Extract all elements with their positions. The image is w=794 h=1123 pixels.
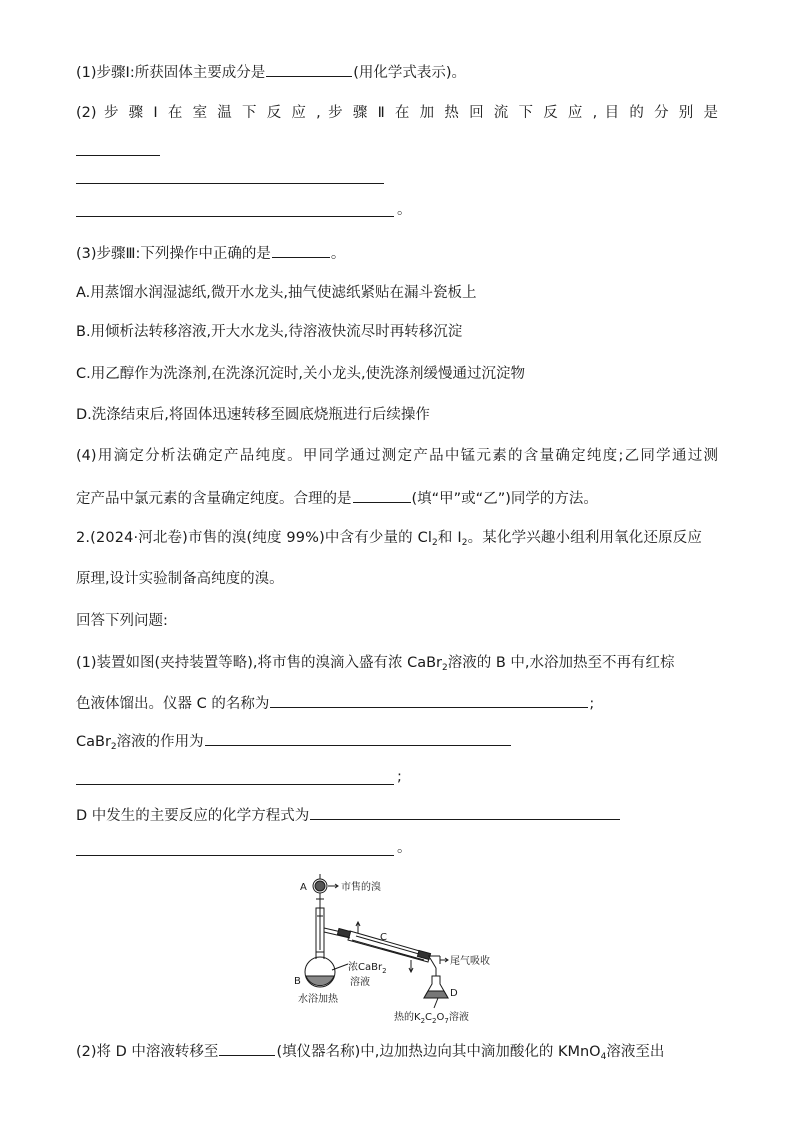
sentence-end: 。 bbox=[397, 840, 412, 856]
subscript: 2 bbox=[461, 538, 468, 548]
q2-part1-text: 色液体馏出。仪器 C 的名称为 bbox=[76, 696, 270, 712]
q1-part4-line2 bbox=[76, 488, 718, 509]
label-a-text: 市售的溴 bbox=[341, 882, 381, 893]
q2-stem-text: 。某化学兴趣小组利用氧化还原反应 bbox=[467, 530, 703, 546]
answer-rule[interactable] bbox=[76, 855, 394, 856]
apparatus-figure bbox=[290, 872, 510, 1032]
q2-part2-text: 溶液至出 bbox=[606, 1044, 665, 1060]
answer-blank[interactable] bbox=[272, 243, 330, 258]
answer-blank[interactable] bbox=[266, 62, 352, 77]
answer-blank[interactable] bbox=[205, 731, 511, 746]
option-b: B.用倾析法转移溶液,开大水龙头,待溶液快流尽时再转移沉淀 bbox=[76, 324, 463, 340]
q1-part3-suffix: 。 bbox=[330, 246, 346, 262]
subscript: 2 bbox=[432, 538, 438, 548]
option-a: A.用蒸馏水润湿滤纸,微开水龙头,抽气使滤纸紧贴在漏斗瓷板上 bbox=[76, 285, 477, 301]
label-d: D bbox=[450, 988, 458, 999]
round-bottom-flask-icon bbox=[305, 952, 335, 987]
label-k2cr2o7 bbox=[394, 1010, 469, 1025]
answer-blank[interactable] bbox=[310, 805, 620, 820]
label-k-text: O bbox=[436, 1012, 445, 1023]
label-k-text: 热的K bbox=[394, 1012, 421, 1023]
q2-part2-line bbox=[76, 1041, 718, 1062]
q2-part1-text: (1)装置如图(夹持装置等略),将市售的溴滴入盛有浓 CaBr bbox=[76, 655, 442, 671]
label-b: B bbox=[294, 976, 301, 987]
answer-rule[interactable] bbox=[76, 155, 160, 156]
q2-part2-text: (2)将 D 中溶液转移至 bbox=[76, 1044, 219, 1060]
q1-part4-suffix: (填“甲”或“乙”)同学的方法。 bbox=[411, 491, 598, 507]
q1-part4-line: (4)用滴定分析法确定产品纯度。甲同学通过测定产品中锰元素的含量确定纯度;乙同学通过测 bbox=[76, 448, 718, 464]
answer-blank[interactable] bbox=[353, 488, 411, 503]
q2-part1-text: 溶液的 B 中,水浴加热至不再有红棕 bbox=[447, 655, 675, 671]
q2-part1-text: 溶液的作用为 bbox=[116, 734, 204, 750]
q1-part1-suffix: (用化学式表示)。 bbox=[353, 65, 467, 81]
q2-part1-line5 bbox=[76, 805, 718, 826]
q2-part2-text: (填仪器名称)中,边加热边向其中滴加酸化的 KMnO bbox=[276, 1044, 601, 1060]
sentence-end: ; bbox=[397, 769, 402, 785]
label-water-bath: 水浴加热 bbox=[298, 994, 338, 1005]
q1-part1-text: (1)步骤Ⅰ:所获固体主要成分是 bbox=[76, 65, 266, 81]
q1-part1-line bbox=[76, 62, 718, 83]
label-a: A bbox=[300, 882, 307, 893]
q2-part1-text: CaBr bbox=[76, 734, 111, 750]
label-cabr bbox=[348, 960, 387, 975]
label-k-sub: 7 bbox=[444, 1017, 449, 1025]
sentence-end: 。 bbox=[397, 202, 412, 218]
q2-prompt: 回答下列问题: bbox=[76, 613, 168, 629]
q1-part2-line: (2) 步 骤 Ⅰ 在 室 温 下 反 应 , 步 骤 Ⅱ 在 加 热 回 流 下 反 应 , 目 的 分 别 是 bbox=[76, 105, 718, 121]
q2-stem-line2: 原理,设计实验制备高纯度的溴。 bbox=[76, 571, 284, 587]
q2-stem-line bbox=[76, 528, 718, 548]
q2-part1-line2 bbox=[76, 693, 718, 714]
sentence-end: ; bbox=[589, 696, 595, 712]
q2-part1-line3 bbox=[76, 731, 718, 752]
q1-part4-text: 定产品中氯元素的含量确定纯度。合理的是 bbox=[76, 491, 352, 507]
answer-rule[interactable] bbox=[76, 784, 394, 785]
option-c: C.用乙醇作为洗涤剂,在洗涤沉淀时,关小龙头,使洗涤剂缓慢通过沉淀物 bbox=[76, 366, 526, 382]
subscript: 4 bbox=[600, 1052, 607, 1062]
label-k-text: C bbox=[425, 1012, 433, 1023]
label-tail-gas: 尾气吸收 bbox=[450, 956, 490, 967]
label-cabr-text: 浓CaBr bbox=[348, 962, 383, 973]
subscript: 2 bbox=[442, 663, 448, 673]
q2-part1-line bbox=[76, 653, 718, 673]
separatory-funnel-icon bbox=[313, 874, 327, 950]
label-c: C bbox=[380, 932, 387, 943]
answer-rule[interactable] bbox=[76, 183, 384, 184]
subscript: 2 bbox=[110, 742, 117, 752]
answer-blank[interactable] bbox=[219, 1041, 275, 1056]
q1-part3-line bbox=[76, 243, 718, 264]
q2-part1-text: D 中发生的主要反应的化学方程式为 bbox=[76, 808, 310, 824]
q2-stem-text: 2.(2024·河北卷)市售的溴(纯度 99%)中含有少量的 Cl bbox=[76, 530, 433, 546]
q1-part3-text: (3)步骤Ⅲ:下列操作中正确的是 bbox=[76, 246, 271, 262]
option-d: D.洗涤结束后,将固体迅速转移至圆底烧瓶进行后续操作 bbox=[76, 407, 430, 423]
answer-blank[interactable] bbox=[270, 693, 588, 708]
conical-flask-icon bbox=[424, 976, 448, 998]
answer-rule[interactable] bbox=[76, 216, 394, 217]
label-k-text: 溶液 bbox=[448, 1012, 469, 1023]
label-k-sub: 2 bbox=[420, 1017, 426, 1025]
label-cabr-line2: 溶液 bbox=[350, 977, 370, 988]
label-cabr-sub: 2 bbox=[382, 967, 387, 975]
label-k-sub: 2 bbox=[432, 1017, 437, 1025]
q2-stem-text: 和 I bbox=[437, 530, 462, 546]
